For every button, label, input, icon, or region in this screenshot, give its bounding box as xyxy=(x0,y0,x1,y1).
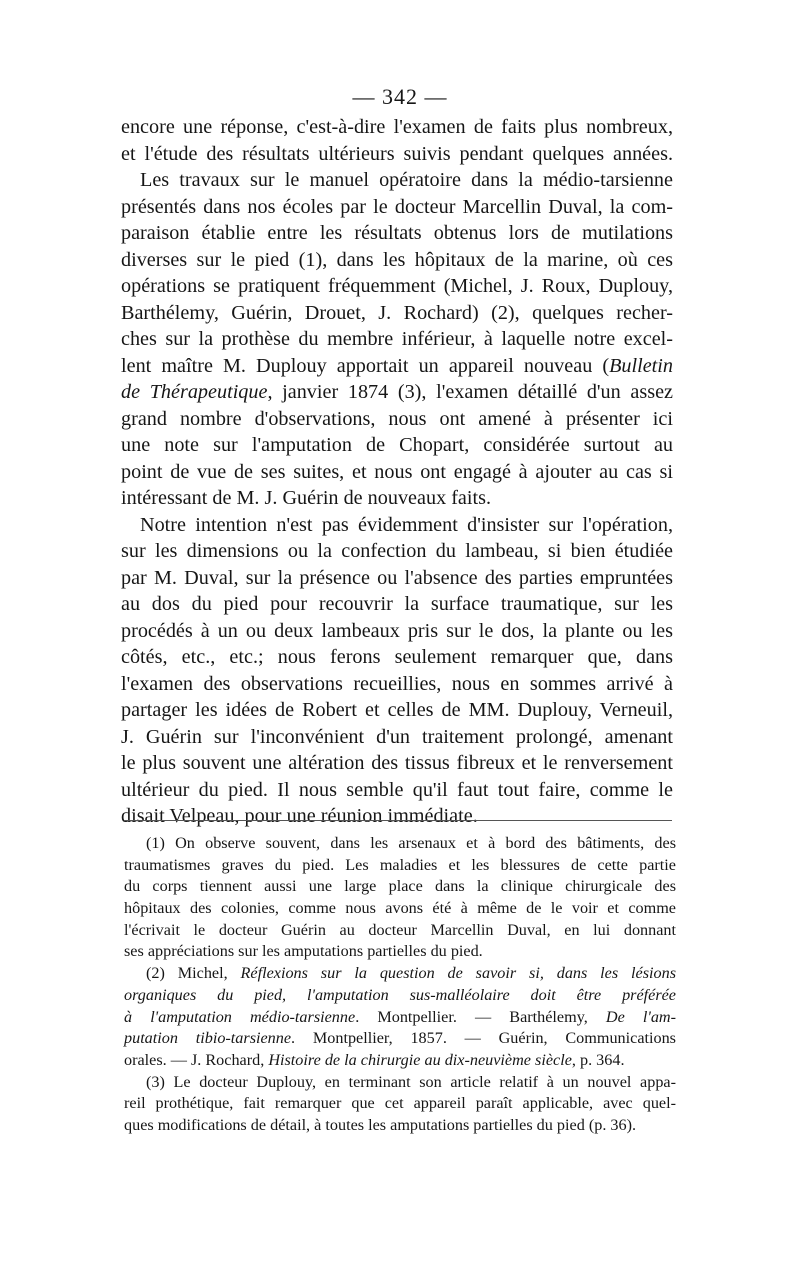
text-line: J. Guérin sur l'inconvénient d'un traitement prolongé, amenant xyxy=(121,725,673,748)
footnote-line: l'écrivait le docteur Guérin au docteur Marcellin Duval, en lui donnant xyxy=(124,920,676,939)
text-line: intéressant de M. J. Guérin de nouveaux faits. xyxy=(121,487,492,509)
text-line: Les travaux sur le manuel opératoire dans la médio-tarsienne xyxy=(140,169,673,191)
text-line: présentés dans nos écoles par le docteur Marcellin Duval, la com- xyxy=(121,195,673,218)
text-line: au dos du pied pour recouvrir la surface traumatique, sur les xyxy=(121,593,673,615)
text-fragment: lent maître M. Duplouy apportait un appareil nouveau ( xyxy=(121,354,610,377)
footnote-line: (1) On observe souvent, dans les arsenaux et à bord des bâtiments, des xyxy=(146,834,676,852)
text-line: Notre intention n'est pas évidemment d'insister sur l'opération, xyxy=(140,513,673,536)
journal-title: Bulletin xyxy=(609,354,673,377)
footnotes xyxy=(124,833,676,1137)
footnote-line: hôpitaux des colonies, comme nous avons été à même de le voir et comme xyxy=(124,899,676,918)
main-text xyxy=(121,114,673,830)
footnote-divider xyxy=(124,820,672,821)
text-line: une note sur l'amputation de Chopart, considérée surtout au xyxy=(121,434,673,456)
footnote-line: (3) Le docteur Duplouy, en terminant son article relatif à un nouvel appa- xyxy=(146,1072,676,1091)
footnote-line: reil prothétique, fait remarquer que cet appareil paraît applicable, avec quel- xyxy=(124,1094,676,1113)
text-line: Barthélemy, Guérin, Drouet, J. Rochard) (2), quelques recher- xyxy=(121,301,673,324)
text-line: disait Velpeau, pour une réunion immédiate. xyxy=(121,805,478,827)
text-fragment: (2) Michel, xyxy=(146,964,241,983)
text-line: opérations se pratiquent fréquemment (Michel, J. Roux, Duplouy, xyxy=(121,275,673,297)
text-line: côtés, etc., etc.; nous ferons seulement remarquer que, dans xyxy=(121,646,673,668)
text-line: procédés à un ou deux lambeaux pris sur le dos, la plante ou les xyxy=(121,619,673,642)
footnote-line: ques modifications de détail, à toutes les amputations partielles du pied (p. 36). xyxy=(124,1115,637,1134)
work-title: putation tibio-tarsienne xyxy=(124,1029,292,1048)
footnote-line xyxy=(124,963,676,985)
text-line xyxy=(121,379,673,406)
text-line: le plus souvent une altération des tissus fibreux et le renversement xyxy=(121,752,673,774)
text-line: diverses sur le pied (1), dans les hôpitaux de la marine, où ces xyxy=(121,248,673,271)
text-fragment: orales. — J. Rochard, xyxy=(124,1050,269,1069)
page-number: — 342 — xyxy=(352,84,448,109)
text-line: grand nombre d'observations, nous ont amené à présenter ici xyxy=(121,407,673,430)
text-line xyxy=(121,353,673,380)
text-line: encore une réponse, c'est-à-dire l'examen de faits plus nombreux, xyxy=(121,116,673,138)
text-line: ches sur la prothèse du membre inférieur, à laquelle notre excel- xyxy=(121,328,673,350)
footnote-line: du corps tiennent aussi une large place dans la clinique chirurgicale des xyxy=(124,877,676,896)
footnote-line xyxy=(124,1050,676,1072)
work-title: à l'amputation médio-tarsienne xyxy=(124,1007,356,1026)
work-title: De l'am- xyxy=(605,1007,676,1026)
footnote-line: ses appréciations sur les amputations partielles du pied. xyxy=(124,942,483,961)
text-fragment: . Montpellier. — Barthélemy, xyxy=(355,1007,606,1026)
text-line: l'examen des observations recueillies, nous en sommes arrivé à xyxy=(121,672,673,695)
work-title: Réflexions sur la question de savoir si, dans les lésions xyxy=(240,964,676,983)
footnote-line xyxy=(124,1007,676,1029)
text-fragment: , janvier 1874 (3), l'examen détaillé d'un assez xyxy=(267,381,673,403)
text-line: partager les idées de Robert et celles de MM. Duplouy, Verneuil, xyxy=(121,699,673,721)
footnote-line xyxy=(124,985,676,1007)
work-title: organiques du pied, l'amputation sus-malléolaire doit être préférée xyxy=(124,985,676,1004)
text-fragment: , p. 364. xyxy=(571,1050,625,1069)
text-line: et l'étude des résultats ultérieurs suivis pendant quelques années. xyxy=(121,142,673,165)
work-title: Histoire de la chirurgie au dix-neuvième siècle xyxy=(268,1050,572,1069)
footnote-line: traumatismes graves du pied. Les maladies et les blessures de cette partie xyxy=(124,855,676,874)
text-line: point de vue de ses suites, et nous ont engagé à ajouter au cas si xyxy=(121,460,673,483)
text-fragment: . Montpellier, 1857. — Guérin, Communications xyxy=(291,1029,676,1048)
text-line: ultérieur du pied. Il nous semble qu'il faut tout faire, comme le xyxy=(121,778,673,801)
text-line: sur les dimensions ou la confection du lambeau, si bien étudiée xyxy=(121,540,673,562)
text-line: par M. Duval, sur la présence ou l'absence des parties empruntées xyxy=(121,566,673,589)
footnote-line xyxy=(124,1028,676,1050)
text-line: paraison établie entre les résultats obtenus lors de mutilations xyxy=(121,222,673,244)
journal-title: de Thérapeutique xyxy=(121,381,268,403)
